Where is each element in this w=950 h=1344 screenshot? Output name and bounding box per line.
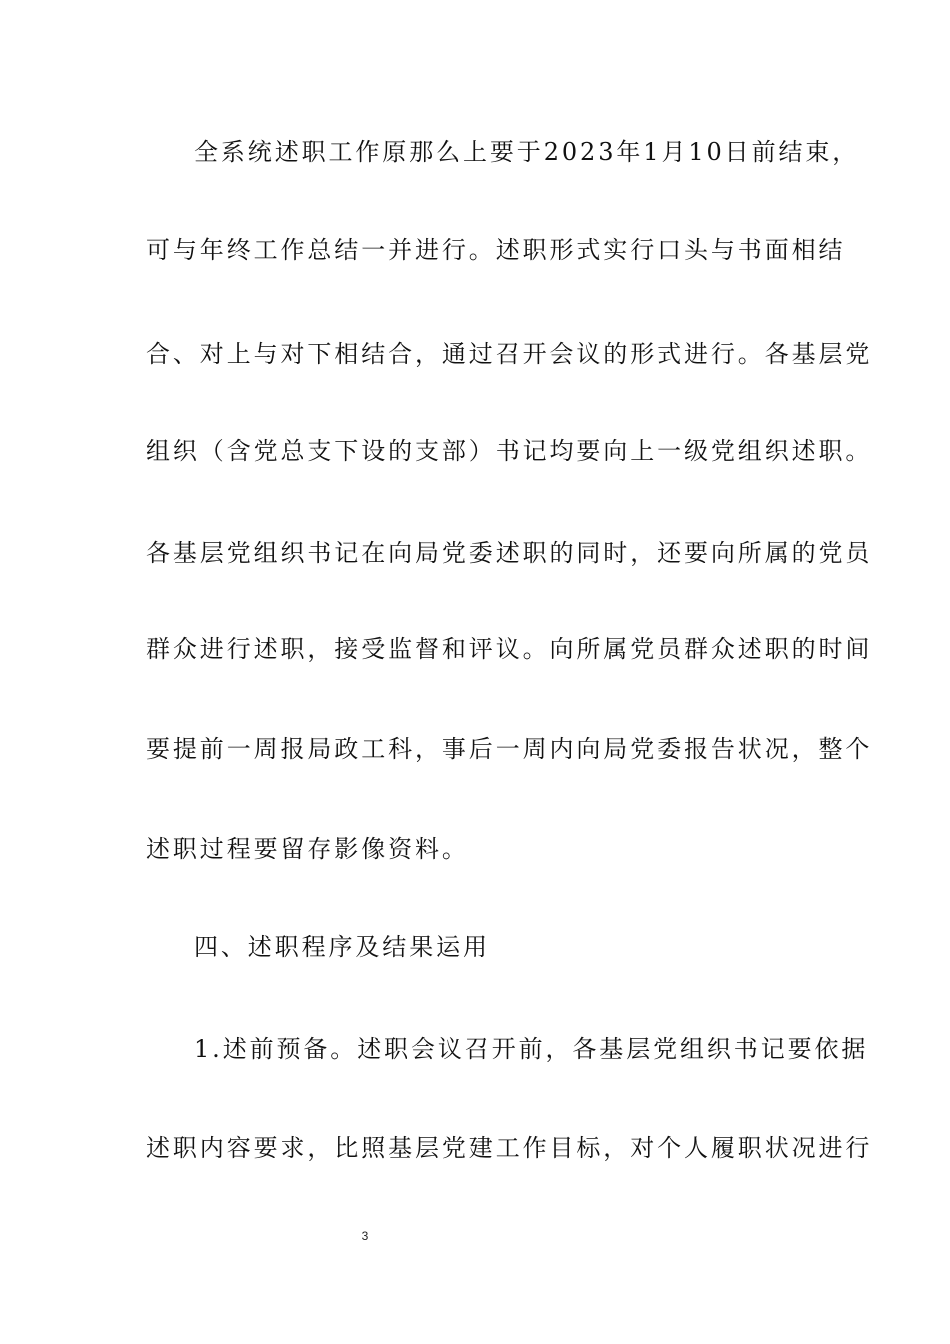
item-line-1: 1.述前预备。述职会议召开前，各基层党组织书记要依据 [194,1035,869,1063]
paragraph-line-5: 各基层党组织书记在向局党委述职的同时，还要向所属的党员 [146,539,873,567]
paragraph-line-7: 要提前一周报局政工科，事后一周内向局党委报告状况，整个 [146,735,873,763]
paragraph-line-4: 组织（含党总支下设的支部）书记均要向上一级党组织述职。 [146,437,873,465]
page-number: 3 [361,1229,369,1243]
paragraph-line-1: 全系统述职工作原那么上要于2023年1月10日前结束， [194,138,860,166]
paragraph-line-3: 合、对上与对下相结合，通过召开会议的形式进行。各基层党 [146,340,873,368]
paragraph-line-2: 可与年终工作总结一并进行。述职形式实行口头与书面相结 [146,236,846,264]
paragraph-line-8: 述职过程要留存影像资料。 [146,835,469,863]
section-heading: 四、述职程序及结果运用 [194,933,490,961]
paragraph-line-6: 群众进行述职，接受监督和评议。向所属党员群众述职的时间 [146,635,873,663]
item-line-2: 述职内容要求，比照基层党建工作目标，对个人履职状况进行 [146,1134,873,1162]
